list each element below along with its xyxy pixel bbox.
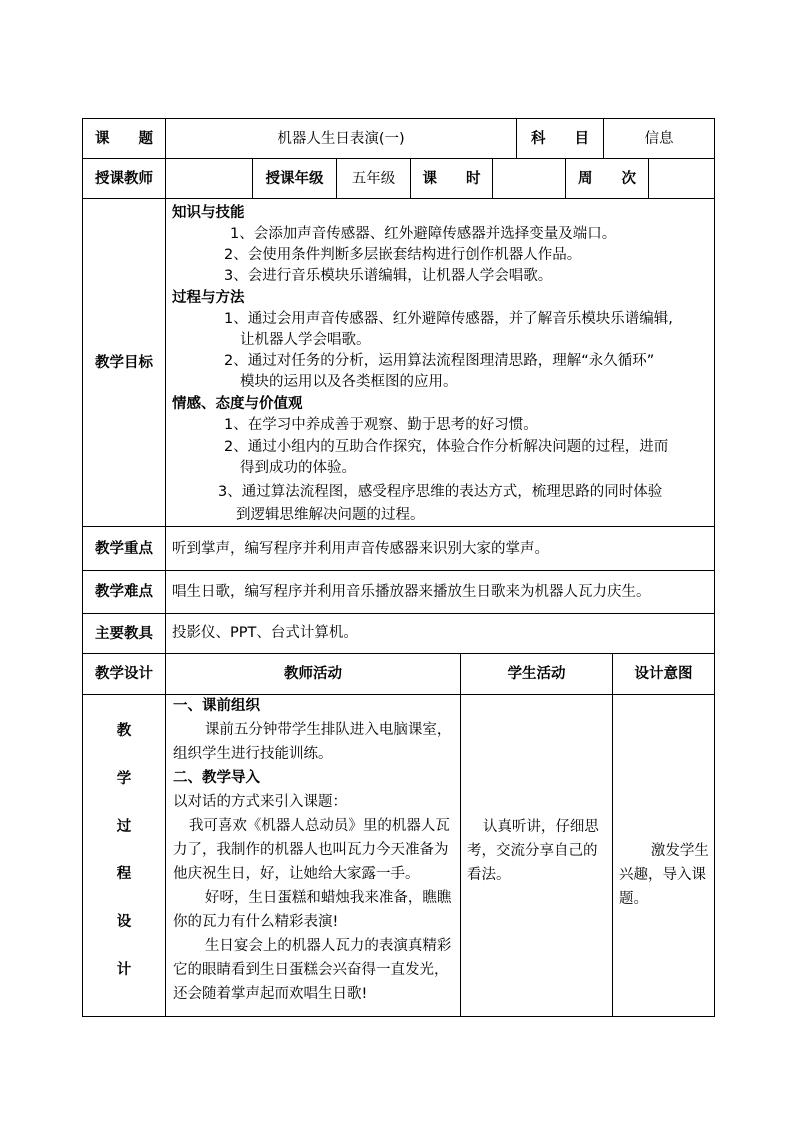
objective-item: 2、通过对任务的分析，运用算法流程图理清思路，理解“永久循环” [224,353,655,369]
activity-paragraph: 生日宴会上的机器人瓦力的表演真精彩它的眼睛看到生日蛋糕会兴奋得一直发光，还会随着掌声起而欢唱生日歌! [173,938,452,1002]
student-activity-header: 学生活动 [507,666,566,682]
subject-value: 信息 [644,130,674,147]
activity-heading: 一、课前组织 [173,698,260,714]
table-rule [714,118,715,1017]
focus-value: 听到掌声，编写程序并利用声音传感器来识别大家的掌声。 [172,541,549,557]
objectives-section-title: 情感、态度与价值观 [172,396,303,412]
process-label-char: 程 [116,866,132,882]
hours-label: 课 时 [422,170,481,187]
table-rule [82,613,715,614]
process-label-char: 设 [116,914,132,930]
tools-value: 投影仪、PPT、台式计算机。 [172,625,358,641]
objectives-section-title: 过程与方法 [172,290,245,306]
process-label-char: 计 [116,962,132,978]
objective-item: 1、会添加声音传感器、红外避障传感器并选择变量及端口。 [230,226,617,242]
student-activity [467,815,607,887]
teacher-label: 授课教师 [95,170,153,187]
teacher-activity [173,694,455,1006]
course-title: 机器人生日表演(一) [277,130,405,147]
table-rule [460,653,461,1017]
activity-paragraph: 课前五分钟带学生排队进入电脑课室，组织学生进行技能训练。 [173,722,452,762]
objective-item: 3、通过算法流程图，感受程序思维的表达方式，梳理思路的同时体验 [218,484,663,500]
difficulty-label: 教学难点 [95,584,153,600]
objective-item: 1、通过会用声音传感器、红外避障传感器，并了解音乐模块乐谱编辑, [224,311,673,327]
teacher-activity-header: 教师活动 [284,666,342,682]
week-value [649,159,714,198]
week-label: 周 次 [578,170,636,187]
objective-item: 让机器人学会唱歌。 [240,332,371,348]
grade-value: 五年级 [351,170,396,187]
teacher-value [166,159,252,198]
activity-paragraph: 好呀，生日蛋糕和蜡烛我来准备，瞧瞧你的瓦力有什么精彩表演! [173,890,452,930]
objectives-section-title: 知识与技能 [172,205,245,221]
table-rule [82,1016,715,1017]
objective-item: 得到成功的体验。 [240,460,356,476]
table-rule [82,526,715,527]
objective-item: 1、在学习中养成善于观察、勤于思考的好习惯。 [224,417,538,433]
focus-label: 教学重点 [95,540,153,557]
objective-item: 模块的运用以及各类框图的应用。 [240,374,458,390]
process-label-char: 学 [116,771,132,787]
tools-label: 主要教具 [95,625,153,642]
process-label-char: 过 [116,819,132,835]
activity-paragraph: 以对话的方式来引入课题： [173,794,347,810]
table-rule [165,118,166,1017]
design-header-label: 教学设计 [95,666,153,682]
design-intent-text: 激发学生兴趣，导入课题。 [619,843,709,907]
objective-item: 2、会使用条件判断多层嵌套结构进行创作机器人作品。 [224,247,582,263]
activity-heading: 二、教学导入 [173,770,260,786]
hours-value [493,159,565,198]
objectives-label: 教学目标 [95,354,153,371]
objective-item: 到逻辑思维解决问题的过程。 [236,507,425,523]
table-rule [82,198,715,199]
activity-paragraph: 我可喜欢《机器人总动员》里的机器人瓦力了，我制作的机器人也叫瓦力今天准备为他庆祝生日，好，让她给大家露一手。 [173,818,450,882]
subject-label: 科 目 [531,130,589,147]
difficulty-value: 唱生日歌，编写程序并利用音乐播放器来播放生日歌来为机器人瓦力庆生。 [172,584,651,600]
objective-item: 2、通过小组内的互助合作探究，体验合作分析解决问题的过程，进而 [224,439,669,455]
objective-item: 3、会进行音乐模块乐谱编辑，让机器人学会唱歌。 [224,268,553,284]
course-label: 课 题 [95,130,153,147]
table-rule [82,570,715,571]
student-activity-text: 认真听讲，仔细思考，交流分享自己的看法。 [467,819,599,883]
grade-label: 授课年级 [265,170,324,187]
table-rule [612,653,613,1017]
process-label-char: 教 [116,723,132,739]
design-intent [619,839,709,911]
design-intent-header: 设计意图 [634,666,693,682]
